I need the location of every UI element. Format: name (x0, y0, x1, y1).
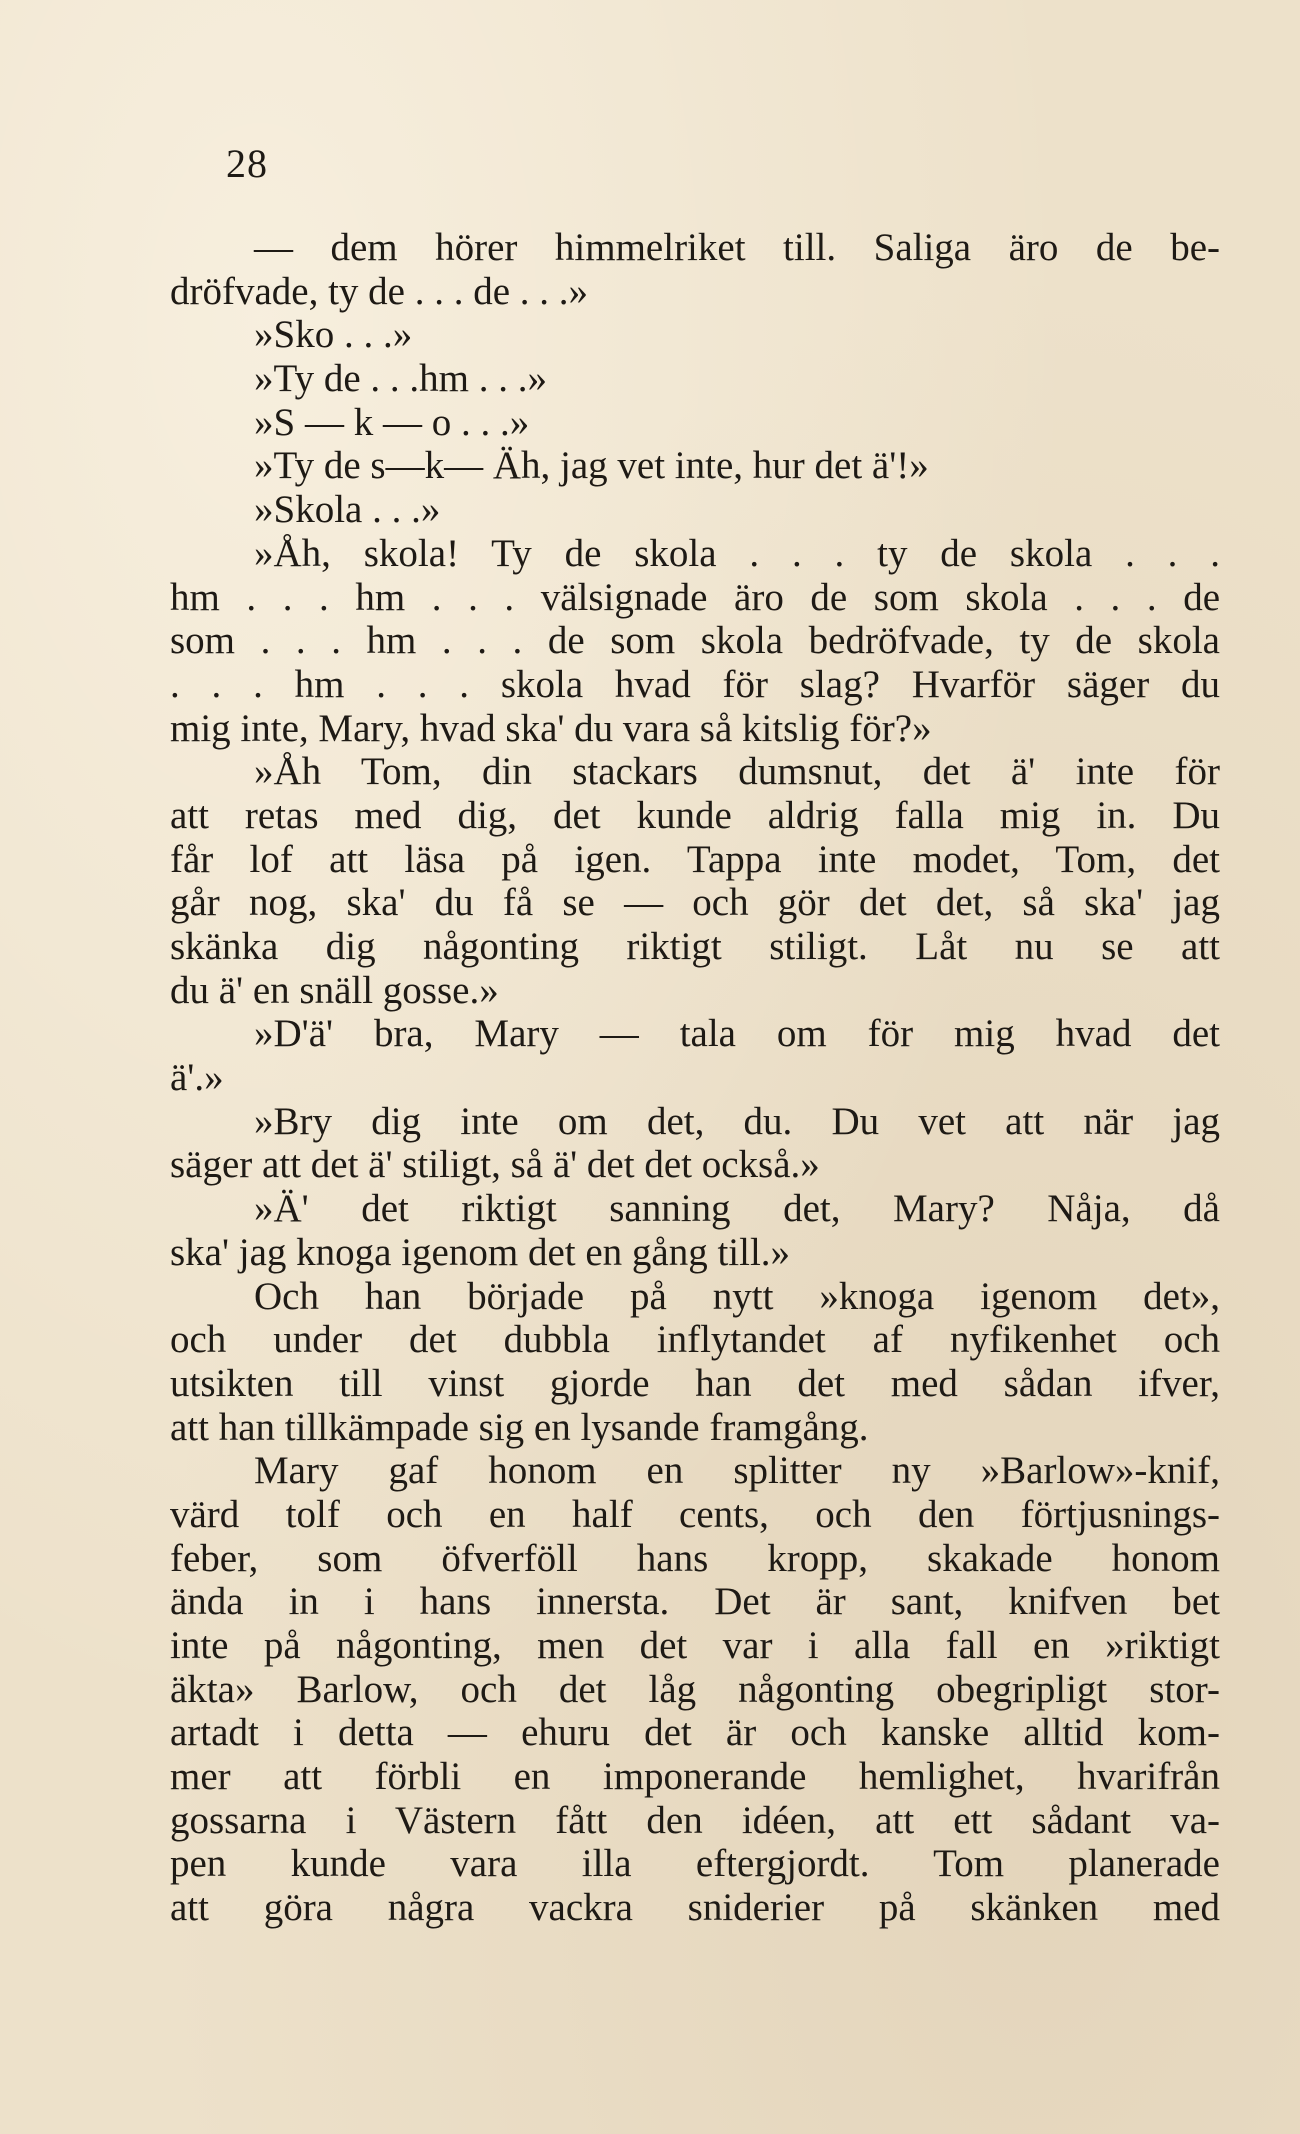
text-line: »Sko . . .» (254, 313, 413, 357)
text-line: ska' jag knoga igenom det en gång till.» (170, 1230, 791, 1274)
text-line: »Bry dig inte om det, du. Du vet att när jag (254, 1099, 1220, 1143)
text-line: att retas med dig, det kunde aldrig falla mig in. Du (170, 793, 1220, 837)
text-line: och under det dubbla inflytandet af nyfikenhet och (170, 1318, 1220, 1362)
text-line: »Ty de s—k— Äh, jag vet inte, hur det ä'!» (254, 444, 929, 488)
text-line: pen kunde vara illa eftergjordt. Tom planerade (170, 1842, 1220, 1886)
text-line: inte på någonting, men det var i alla fall en »riktigt (170, 1624, 1220, 1667)
text-line: ä'.» (170, 1056, 224, 1100)
text-line: ända in i hans innersta. Det är sant, knifven bet (170, 1580, 1220, 1624)
text-line: »S — k — o . . .» (254, 400, 530, 444)
text-line: mer att förbli en imponerande hemlighet, hvarifrån (170, 1755, 1220, 1799)
text-line: som . . . hm . . . de som skola bedröfvade, ty de skola (170, 619, 1220, 663)
text-line: att han tillkämpade sig en lysande framgång. (170, 1405, 869, 1449)
text-line: mig inte, Mary, hvad ska' du vara så kitslig för?» (170, 706, 932, 750)
text-line: Och han började på nytt »knoga igenom det», (254, 1274, 1220, 1318)
text-line: skänka dig någonting riktigt stiligt. Låt nu se att (170, 925, 1220, 968)
text-line: du ä' en snäll gosse.» (170, 968, 499, 1012)
text-line: att göra några vackra sniderier på skänken med (170, 1886, 1220, 1930)
body-text (170, 226, 1220, 1930)
text-line: hm . . . hm . . . välsignade äro de som skola . . . de (170, 575, 1220, 619)
text-line: dröfvade, ty de . . . de . . .» (170, 269, 589, 313)
text-line: får lof att läsa på igen. Tappa inte modet, Tom, det (170, 837, 1220, 881)
text-line: utsikten till vinst gjorde han det med sådan ifver, (170, 1361, 1220, 1405)
text-line: äkta» Barlow, och det låg någonting obegripligt stor- (170, 1667, 1220, 1711)
text-line: feber, som öfverföll hans kropp, skakade honom (170, 1536, 1220, 1580)
text-line: »D'ä' bra, Mary — tala om för mig hvad det (254, 1012, 1220, 1056)
text-line: Mary gaf honom en splitter ny »Barlow»-knif, (254, 1449, 1220, 1493)
text-line: . . . hm . . . skola hvad för slag? Hvarför säger du (170, 662, 1220, 706)
text-line: »Ä' det riktigt sanning det, Mary? Nåja, då (254, 1187, 1220, 1231)
text-line: — dem hörer himmelriket till. Saliga äro de be- (254, 226, 1220, 269)
text-line: värd tolf och en half cents, och den förtjusnings- (170, 1492, 1220, 1536)
page-number: 28 (226, 141, 268, 186)
text-line: gossarna i Västern fått den idéen, att ett sådant va- (170, 1798, 1220, 1842)
text-line: »Åh Tom, din stackars dumsnut, det ä' inte för (254, 750, 1220, 794)
text-line: »Skola . . .» (254, 488, 441, 532)
text-line: »Åh, skola! Ty de skola . . . ty de skola . . . (254, 531, 1220, 575)
text-line: går nog, ska' du få se — och gör det det, så ska' jag (170, 881, 1220, 925)
text-line: »Ty de . . .hm . . .» (254, 357, 547, 401)
text-line: artadt i detta — ehuru det är och kanske alltid kom- (170, 1711, 1220, 1755)
text-line: säger att det ä' stiligt, så ä' det det också.» (170, 1143, 820, 1187)
